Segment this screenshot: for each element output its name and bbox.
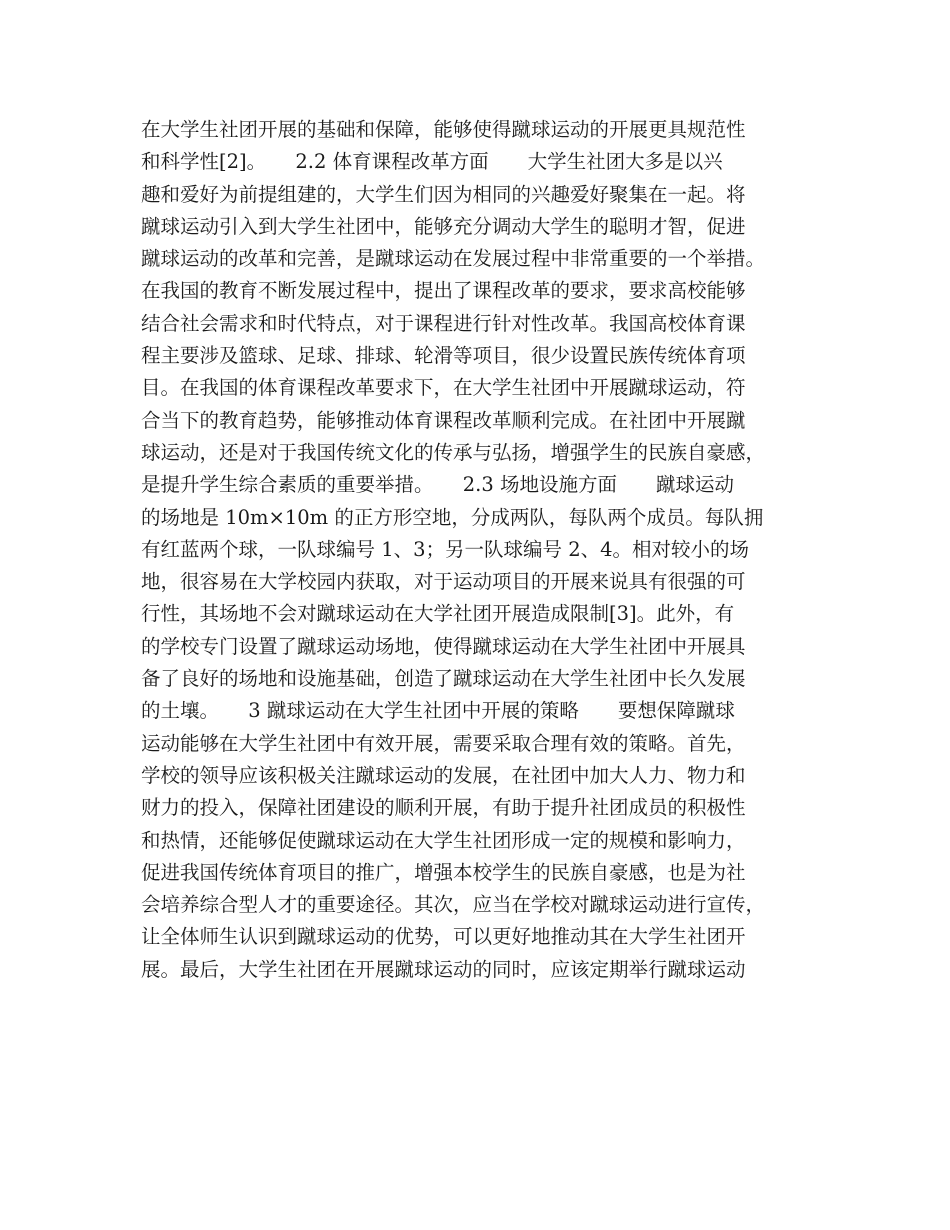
- text-line: 球运动，还是对于我国传统文化的传承与弘扬，增强学生的民族自豪感，: [141, 440, 766, 464]
- text-line: 的土壤。 3 蹴球运动在大学生社团中开展的策略 要想保障蹴球: [141, 699, 735, 723]
- text-line: 备了良好的场地和设施基础，创造了蹴球运动在大学生社团中长久发展: [141, 667, 746, 691]
- body-text: [141, 114, 831, 986]
- text-line: 有红蓝两个球，一队球编号 1、3；另一队球编号 2、4。相对较小的场: [141, 537, 750, 561]
- text-line: 运动能够在大学生社团中有效开展，需要采取合理有效的策略。首先，: [141, 731, 746, 755]
- text-line: 合当下的教育趋势，能够推动体育课程改革顺利完成。在社团中开展蹴: [141, 408, 746, 432]
- text-line: 蹴球运动的改革和完善，是蹴球运动在发展过程中非常重要的一个举措。: [141, 247, 766, 271]
- text-line: 的学校专门设置了蹴球运动场地，使得蹴球运动在大学生社团中开展具: [141, 634, 746, 658]
- text-line: 在大学生社团开展的基础和保障，能够使得蹴球运动的开展更具规范性: [141, 118, 746, 141]
- text-line: 和热情，还能够促使蹴球运动在大学生社团形成一定的规模和影响力，: [141, 828, 746, 852]
- text-line: 展。最后，大学生社团在开展蹴球运动的同时，应该定期举行蹴球运动: [141, 957, 746, 981]
- text-line: 结合社会需求和时代特点，对于课程进行针对性改革。我国高校体育课: [141, 311, 746, 335]
- text-line: 财力的投入，保障社团建设的顺利开展，有助于提升社团成员的积极性: [141, 796, 746, 820]
- text-line: 的场地是 10m×10m 的正方形空地，分成两队，每队两个成员。每队拥: [141, 505, 764, 529]
- text-line: 是提升学生综合素质的重要举措。 2.3 场地设施方面 蹴球运动: [141, 473, 734, 497]
- text-line: 在我国的教育不断发展过程中，提出了课程改革的要求，要求高校能够: [141, 279, 746, 303]
- text-line: 学校的领导应该积极关注蹴球运动的发展，在社团中加大人力、物力和: [141, 763, 746, 787]
- text-line: 目。在我国的体育课程改革要求下，在大学生社团中开展蹴球运动，符: [141, 376, 746, 400]
- text-line: 蹴球运动引入到大学生社团中，能够充分调动大学生的聪明才智，促进: [141, 214, 746, 238]
- text-line: 让全体师生认识到蹴球运动的优势，可以更好地推动其在大学生社团开: [141, 925, 746, 949]
- text-line: 地，很容易在大学校园内获取，对于运动项目的开展来说具有很强的可: [141, 570, 746, 594]
- text-line: 会培养综合型人才的重要途径。其次，应当在学校对蹴球运动进行宣传，: [141, 893, 766, 917]
- text-line: 趣和爱好为前提组建的，大学生们因为相同的兴趣爱好聚集在一起。将: [141, 182, 746, 206]
- text-line: 程主要涉及篮球、足球、排球、轮滑等项目，很少设置民族传统体育项: [141, 344, 746, 368]
- text-line: 和科学性[2]。 2.2 体育课程改革方面 大学生社团大多是以兴: [141, 150, 723, 174]
- text-line: 行性，其场地不会对蹴球运动在大学社团开展造成限制[3]。此外，有: [141, 602, 735, 626]
- text-line: 促进我国传统体育项目的推广，增强本校学生的民族自豪感，也是为社: [141, 860, 746, 884]
